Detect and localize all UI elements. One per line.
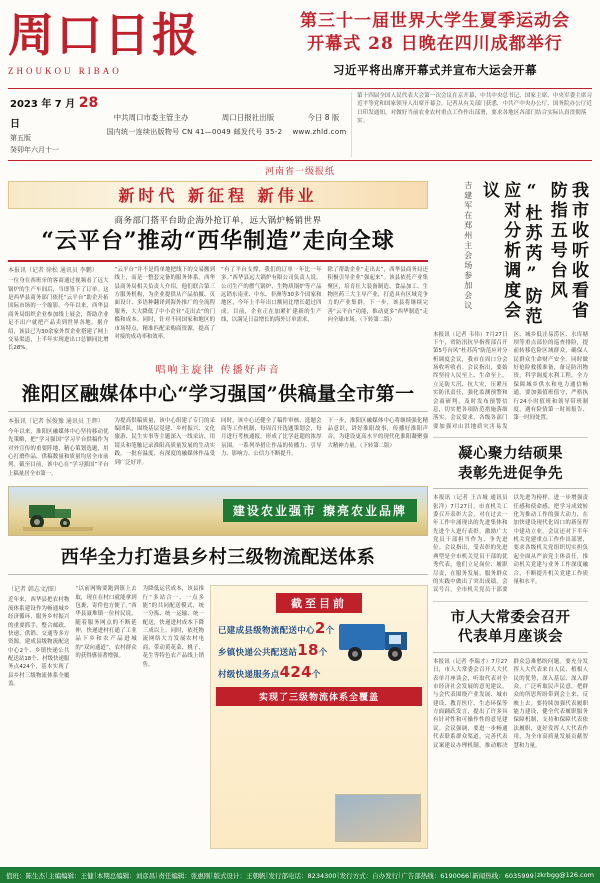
stat3-unit: 个 <box>311 670 321 681</box>
article3-col3: 为降低运营成本，该县推行“多站合一、一点多能”的共同配送模式，统一分拣、统一运输、统一配送，快递进村成本下降三成以上。同时，依托物流网络大力发展农村电商，带动黄花菜、桃子、花生等特色农产品线上销售。 <box>142 586 204 668</box>
article3-area <box>8 585 428 848</box>
content-area <box>8 181 592 849</box>
agriculture-banner <box>8 486 428 536</box>
lead-headline-line2: 开幕式 28 日晚在四川成都举行 <box>307 33 563 54</box>
footer-item-2: 本期总编辑：刘彦昌 <box>96 871 156 880</box>
divider-thin <box>8 411 428 412</box>
province-rating: 河南省一级报纸 <box>264 166 335 177</box>
publisher-org1: 中共周口市委主管主办 <box>113 112 189 122</box>
infographic-stat-3 <box>218 663 420 681</box>
right-article3-body: 本报讯（记者 李瑞才）7月27日，市人大常委会召开人大代表单月座谈会，听取代表对全市经济社会发展的意见建议。与会代表围绕产业发展、城市建设、教育医疗、生态环保等方面踊跃发言，提出了许多具有针对性和可操作性的意见建议。会议强调，要进一步畅通代表联系群众渠道，完善代表议案建议办理机制，推动解决群众急难愁盼问题。要充分发挥人大代表来自人民、植根人民的优势，深入基层、深入群众，广泛听取民声民意，把群众的所思所盼带到会上来、反映上去。要持续加强代表履职能力建设，健全代表履职服务保障机制，支持和保障代表依法履职，更好发挥人大代表作用，为全市高质量发展贡献智慧和力量。 <box>433 658 588 749</box>
article1-col2: “云平台”并不是简单地把线下的交易搬到线上，而是一整套完备的服务体系。西华县商务局相关负责人介绍，他们联合第三方服务机构，为企业提供从产品拍摄、页面设计、多语种翻译到海外推广的全流程服务，大大降低了中小企业“走出去”的门槛和成本。同时，针对不同国家和地区的市场特点，精准匹配采购商资源，提高了对接的成功率和效率。 <box>114 266 215 340</box>
infographic-summary: 实现了三级物流体系全覆盖 <box>216 687 422 706</box>
date-unit: 日 <box>10 118 20 130</box>
article3-headline[interactable]: 西华全力打造县乡村三级物流配送体系 <box>60 547 376 569</box>
infographic-photo <box>335 794 421 842</box>
divider-thin-2 <box>8 574 428 575</box>
publisher-org2: 周口日报社出版 <box>221 112 275 122</box>
info-bar <box>8 88 592 161</box>
article2-col3: 同时，该中心还健全了稿件审核、选题会商等工作机制，每周召开选题策划会，每月进行考核通报，形成了比学赶超的浓厚氛围。一系列举措让作品的传播力、引导力、影响力、公信力不断提升。 <box>221 417 322 458</box>
stat3-value: 424 <box>279 663 312 682</box>
stat1-value: 2 <box>314 619 326 638</box>
article1-kicker: 商务部门搭平台助企海外抢订单，远大锅炉畅销世界 <box>114 215 322 226</box>
date-year-month: 2023 年 7 月 <box>10 99 76 110</box>
lead-subheadline: 习近平将出席开幕式并宣布大运会开幕 <box>333 62 537 77</box>
page-count: 今日 8 版 <box>307 112 340 122</box>
right-article2-title-line1[interactable]: 凝心聚力结硕果 <box>458 445 563 463</box>
article1-byline: 本报讯（记者 徐松 通讯员 李鹏） <box>8 266 98 274</box>
footer-item-0: 值班：陈生杰 <box>6 871 45 880</box>
right-article3-title-line1[interactable]: 市人大常委会召开 <box>450 608 571 626</box>
delivery-truck-icon <box>337 612 421 664</box>
stat2-value: 18 <box>297 641 319 660</box>
article3-body <box>8 585 204 848</box>
page-footer: 值班：陈生杰 | 主编编辑：王健 | 本期总编辑：刘彦昌 | 责任编辑：张惠刚 | 版式设计：王朝帆 | 发行部电话：8234300 | 发行方式：自办发行 | 广告部热线：6190066 | 新闻热线：6035999 | zkrbgg@126.com <box>0 867 600 883</box>
stat1-label: 已建成县级物流配送中心 <box>218 626 315 637</box>
stat3-label: 村级快递服务点 <box>218 670 280 681</box>
article2-headline[interactable]: 淮阳区融媒体中心“学习强国”供稿量全市第一 <box>21 382 415 405</box>
article1-col4: 除了帮助企业“走出去”，西华县商务局还积极引导企业“强起来”。该县依托产业集聚区，培育壮大装备制造、食品加工、生物医药三大主导产业，打造具有区域竞争力的产业集群。下一步，该县将继续完善“云平台”功能，推动更多“西华制造”走向全球市场。（下转第二版） <box>327 266 428 324</box>
right-article1-title-b: “杜苏芮”防范应对分析调度会议 <box>479 180 542 327</box>
date-day: 28 <box>78 95 99 111</box>
right-article1-title-a[interactable]: 我市收听收看省防指五号台风 <box>546 180 588 321</box>
publisher-info <box>102 92 351 157</box>
article1-col3: “有了平台支撑，我们的订单一年比一年多。”西华县远大锅炉有限公司负责人说，公司生产的燃气锅炉、生物质锅炉等产品远销东南亚、中东、非洲等30多个国家和地区，今年上半年出口额同比增长超过四成。目前，企业正在加紧扩建新的生产线，以满足日益增长的海外订单需求。 <box>221 266 322 324</box>
publication-date <box>10 92 102 133</box>
divider-thin-3 <box>433 488 588 489</box>
article2-byline: 本报讯（记者 侯俊豫 通讯员 王辉） <box>8 417 104 425</box>
right-column <box>433 181 588 849</box>
tractor-icon <box>23 497 93 531</box>
website-url[interactable]: www.zhld.com <box>292 127 347 136</box>
section-banner-text: 新时代 新征程 新伟业 <box>118 186 318 206</box>
issue-info <box>8 92 102 157</box>
lead-headline-block <box>278 6 592 78</box>
footer-item-3: 责任编辑：张惠刚 <box>158 871 211 880</box>
divider-thin-4 <box>433 652 588 653</box>
issue-number: 第五版 <box>10 133 31 142</box>
footer-item-1: 主编编辑：王健 <box>48 871 94 880</box>
article2-col2: 为提高供稿质量，该中心组建了专门的采编团队，围绕基层党建、乡村振兴、文化旅游、民生实事等主题深入一线采访，用镜头和笔触记录淮阳高质量发展的生动实践，一批有温度、有深度的融媒体作品受到广泛好评。 <box>114 417 215 466</box>
article2-col1: 今年以来，淮阳区融媒体中心坚持移动优先策略，把“学习强国”学习平台供稿作为对外宣传的重要阵地，精心策划选题，用心打磨作品，供稿数量和质量均居全市前列。截至目前，该中心在“学习强国”平台上稿量居全市第一。 <box>8 428 109 477</box>
stat1-unit: 个 <box>325 626 335 637</box>
lead-headline-line1: 第三十一届世界大学生夏季运动会 <box>300 11 570 31</box>
right-article2-title-line2[interactable]: 表彰先进促争先 <box>458 464 563 482</box>
infographic-title: 截至目前 <box>276 593 362 613</box>
footer-item-6: 发行方式：自办发行 <box>339 871 399 880</box>
right-article-2 <box>433 444 588 602</box>
article2-kicker: 唱响主旋律 传播好声音 <box>155 364 281 376</box>
footer-item-7: 广告部热线：6190066 <box>401 871 470 880</box>
article2-body <box>8 417 428 479</box>
newspaper-pinyin: ZHOUKOU RIBAO <box>8 66 122 76</box>
agriculture-banner-label: 建设农业强市 擦亮农业品牌 <box>223 499 417 522</box>
right-article2-body: 本报讯（记者 王吉城 通讯员 张洋）7月27日，市直机关工委召开表彰大会，对在过去一年工作中涌现出的先进集体和先进个人进行表彰，激励广大党员干部担当作为、争先进位。会议指出，受表彰的先进典型是全市机关党员干部的优秀代表，他们立足岗位、履职尽责，在服务发展、服务群众的实践中做出了突出成绩。会议号召，全市机关党员干部要以先进为榜样，进一步增强责任感和使命感，把学习成效转化为推动工作的强大动力，在加快建设现代化周口的新征程中建功立业。会议还对下半年机关党建重点工作作出部署，要求各级机关党组织切实担负起全面从严治党主体责任，推动机关党建与业务工作深度融合，不断提升机关党建工作质量和水平。 <box>433 495 588 594</box>
footer-item-5: 发行部电话：8234300 <box>268 871 337 880</box>
cn-serial-code: 国内统一连续出版物号 CN 41—0049 邮发代号 35-2 <box>106 127 283 136</box>
stat2-unit: 个 <box>318 648 328 659</box>
stat2-label: 乡镇快递公共配送站 <box>218 648 298 659</box>
right-article3-title-line2[interactable]: 代表单月座谈会 <box>458 628 563 646</box>
notice-text: 第十四届全国人民代表大会第一次会议在京开幕，中共中央总书记、国家主席、中央军委主席习近平等党和国家领导人出席开幕会。记者从有关部门获悉，中共产中央办公厅、国务院办公厅近日印发通知，对做好当前农业农村重点工作作出部署，要求各地区各部门结合实际认真贯彻落实。 <box>351 92 592 157</box>
lunar-date: 癸卯年六月十一 <box>10 145 59 154</box>
article1-col1: 一位身在西班牙的客商通过视频看了远大锅炉的生产车间后，当即签下了订单。这是西华县商务部门依托“云平台”助企开拓国际市场的一个缩影。今年以来，西华县商务局组织企业参加线上展会，帮助企业足不出户就把产品卖到世界各地。据介绍，该县已为30余家外贸企业搭建了网上交易渠道，上半年实现进出口总额同比增长28%。 <box>8 278 109 352</box>
right-article1-subtitle: 吉建军在郑州主会场参加会议 <box>463 180 473 311</box>
article3-col1: 近年来，西华县把农村物流体系建设作为畅通城乡经济循环、服务乡村振兴的重要抓手，整合邮政、快递、供销、交通等多方资源，建成县级物流配送中心2个、乡镇快递公共配送站18个、村级快递服务点424个，基本实现了县乡村三级物流体系全覆盖。 <box>8 597 70 688</box>
right-article1-body: 本报讯（记者 韦伟）7月27日下午，省防汛抗旱指挥部召开第5号台风“杜苏芮”防范应对分析调度会议，我市在周口分会场收听收看。会议指出，要始终坚持人民至上、生命至上，立足防大汛、抗大灾，压紧压实防汛责任，强化监测预警和会商研判，及时发布预警信息，切实把各项防范措施落细落实。会议要求，各级各部门要加强对山洪地质灾害易发区、城乡低洼易涝区、水库塘坝等重点部位的巡查排险，提前转移危险区域群众，确保人民群众生命财产安全。同时做好抢险救援准备，备足防汛物资，科学调度水利工程，全力保障城乡供水和电力通信畅通。要加强值班值守，严格执行24小时值班和领导带班制度，遇有险情第一时间报告、第一时间处置。 <box>433 331 588 430</box>
footer-item-8: 新闻热线：6035999 <box>472 871 534 880</box>
main-column <box>8 181 428 849</box>
newspaper-title: 周口日报 <box>8 8 200 62</box>
right-article-3 <box>433 608 588 756</box>
footer-item-4: 版式设计：王朝帆 <box>213 871 266 880</box>
divider-red <box>8 260 428 262</box>
right-article-1 <box>433 181 588 439</box>
article1-headline[interactable]: “云平台”推动“西华制造”走向全球 <box>41 227 395 254</box>
article2-col4: 下一步，淮阳区融媒体中心将继续强化精品意识，讲好淮阳故事，传播好淮阳声音，为建设更高水平的现代化淮阳凝聚强大精神力量。（下转第二版） <box>327 417 428 449</box>
article1-body <box>8 266 428 353</box>
masthead-logo <box>8 6 278 76</box>
masthead <box>8 6 592 84</box>
article3-byline: （记者 韩志文/图） <box>8 586 60 594</box>
section-banner <box>8 181 428 209</box>
footer-email[interactable]: zkrbgg@126.com <box>536 871 594 879</box>
article3-col2: “以前网购要跑到镇上去取，现在在村口就能拿到包裹，寄件也方便了。”西华县聂堆镇一位村民说。随着服务网点的不断延伸，快递进村打通了工业品下乡和农产品进城的“双向通道”，农村群众的获得感显著增强。 <box>75 586 137 660</box>
logistics-infographic <box>210 585 428 848</box>
